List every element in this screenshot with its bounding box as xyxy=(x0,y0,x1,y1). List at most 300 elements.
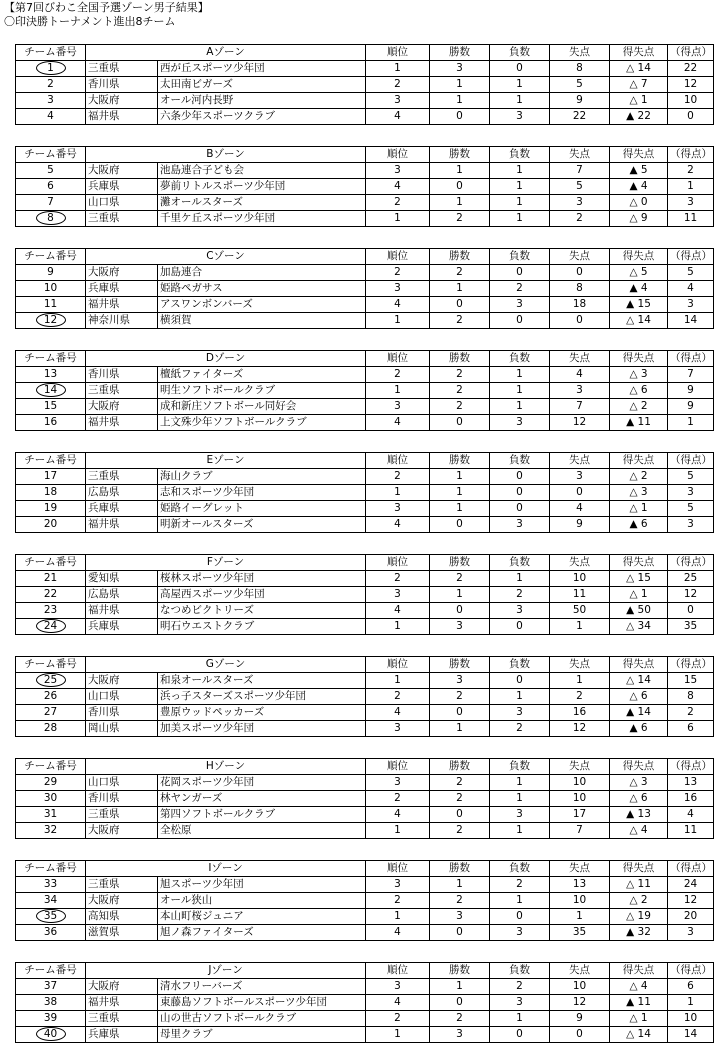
goal-diff-header: 得失点 xyxy=(610,45,668,61)
team-name: 檀紙ファイターズ xyxy=(158,367,366,383)
rank: 4 xyxy=(366,925,430,941)
prefecture: 大阪府 xyxy=(86,163,158,179)
scored-header: （得点） xyxy=(668,555,714,571)
goal-diff: △ 2 xyxy=(610,469,668,485)
table-row xyxy=(16,211,714,227)
table-row xyxy=(16,571,714,587)
conceded: 5 xyxy=(550,77,610,93)
team-number xyxy=(16,383,86,399)
team-name: 東藤島ソフトボールスポーツ少年団 xyxy=(158,995,366,1011)
zone-name-header: Eゾーン xyxy=(86,453,366,469)
scored: 7 xyxy=(668,367,714,383)
table-row xyxy=(16,281,714,297)
prefecture: 兵庫県 xyxy=(86,501,158,517)
scored: 24 xyxy=(668,877,714,893)
wins-header: 勝数 xyxy=(430,555,490,571)
rank-header: 順位 xyxy=(366,147,430,163)
scored: 2 xyxy=(668,163,714,179)
losses: 0 xyxy=(490,1027,550,1043)
conceded: 0 xyxy=(550,265,610,281)
goal-diff: △ 3 xyxy=(610,367,668,383)
losses: 1 xyxy=(490,399,550,415)
wins-header: 勝数 xyxy=(430,45,490,61)
goal-diff: △ 1 xyxy=(610,1011,668,1027)
conceded: 1 xyxy=(550,619,610,635)
losses: 1 xyxy=(490,77,550,93)
wins: 1 xyxy=(430,469,490,485)
goal-diff: ▲ 15 xyxy=(610,297,668,313)
losses: 1 xyxy=(490,93,550,109)
scored: 10 xyxy=(668,93,714,109)
team-number: 28 xyxy=(16,721,86,737)
scored: 12 xyxy=(668,587,714,603)
scored-header: （得点） xyxy=(668,963,714,979)
scored: 5 xyxy=(668,265,714,281)
scored: 3 xyxy=(668,297,714,313)
conceded: 12 xyxy=(550,415,610,431)
goal-diff: △ 4 xyxy=(610,979,668,995)
wins: 3 xyxy=(430,673,490,689)
losses-header: 負数 xyxy=(490,657,550,673)
prefecture: 大阪府 xyxy=(86,93,158,109)
goal-diff-header: 得失点 xyxy=(610,249,668,265)
team-number: 7 xyxy=(16,195,86,211)
table-row xyxy=(16,109,714,125)
conceded-header: 失点 xyxy=(550,963,610,979)
goal-diff: △ 6 xyxy=(610,383,668,399)
prefecture: 三重県 xyxy=(86,469,158,485)
scored: 4 xyxy=(668,807,714,823)
conceded: 2 xyxy=(550,211,610,227)
wins-header: 勝数 xyxy=(430,249,490,265)
goal-diff: △ 2 xyxy=(610,399,668,415)
team-number: 21 xyxy=(16,571,86,587)
zone-name-header: Bゾーン xyxy=(86,147,366,163)
goal-diff: △ 14 xyxy=(610,1027,668,1043)
prefecture: 大阪府 xyxy=(86,399,158,415)
team-number-header: チーム番号 xyxy=(16,657,86,673)
rank: 2 xyxy=(366,791,430,807)
losses: 1 xyxy=(490,689,550,705)
losses-header: 負数 xyxy=(490,45,550,61)
losses: 1 xyxy=(490,367,550,383)
team-number xyxy=(16,673,86,689)
team-number-header: チーム番号 xyxy=(16,555,86,571)
goal-diff: ▲ 32 xyxy=(610,925,668,941)
team-number-header: チーム番号 xyxy=(16,963,86,979)
qualified-circle-marker: 25 xyxy=(36,673,66,687)
scored: 4 xyxy=(668,281,714,297)
team-name: 明新オールスターズ xyxy=(158,517,366,533)
zone-header-row xyxy=(16,351,714,367)
rank-header: 順位 xyxy=(366,351,430,367)
rank: 2 xyxy=(366,469,430,485)
prefecture: 香川県 xyxy=(86,367,158,383)
goal-diff-header: 得失点 xyxy=(610,657,668,673)
table-row xyxy=(16,807,714,823)
scored: 9 xyxy=(668,383,714,399)
goal-diff: △ 11 xyxy=(610,877,668,893)
team-number: 5 xyxy=(16,163,86,179)
scored: 12 xyxy=(668,77,714,93)
team-number: 18 xyxy=(16,485,86,501)
zone-header-row xyxy=(16,249,714,265)
wins: 1 xyxy=(430,979,490,995)
table-row xyxy=(16,469,714,485)
team-name: 高屋西スポーツ少年団 xyxy=(158,587,366,603)
wins: 2 xyxy=(430,313,490,329)
conceded: 12 xyxy=(550,721,610,737)
losses-header: 負数 xyxy=(490,453,550,469)
rank: 2 xyxy=(366,367,430,383)
conceded: 12 xyxy=(550,995,610,1011)
zone-header-row xyxy=(16,963,714,979)
team-number xyxy=(16,313,86,329)
conceded: 5 xyxy=(550,179,610,195)
conceded: 11 xyxy=(550,587,610,603)
team-number: 22 xyxy=(16,587,86,603)
zone-header-row xyxy=(16,861,714,877)
conceded-header: 失点 xyxy=(550,453,610,469)
team-name: 西が丘スポーツ少年団 xyxy=(158,61,366,77)
prefecture: 福井県 xyxy=(86,415,158,431)
zone-table xyxy=(15,146,714,227)
scored: 11 xyxy=(668,211,714,227)
goal-diff: △ 14 xyxy=(610,673,668,689)
scored: 16 xyxy=(668,791,714,807)
team-number: 11 xyxy=(16,297,86,313)
team-number: 32 xyxy=(16,823,86,839)
rank: 4 xyxy=(366,179,430,195)
prefecture: 福井県 xyxy=(86,297,158,313)
wins: 0 xyxy=(430,603,490,619)
rank: 1 xyxy=(366,211,430,227)
rank: 1 xyxy=(366,61,430,77)
team-number: 3 xyxy=(16,93,86,109)
wins: 3 xyxy=(430,619,490,635)
team-number: 33 xyxy=(16,877,86,893)
scored: 14 xyxy=(668,1027,714,1043)
wins: 2 xyxy=(430,823,490,839)
losses: 0 xyxy=(490,619,550,635)
wins: 0 xyxy=(430,109,490,125)
losses: 1 xyxy=(490,163,550,179)
team-name: 豊原ウッドペッカーズ xyxy=(158,705,366,721)
conceded-header: 失点 xyxy=(550,45,610,61)
conceded: 18 xyxy=(550,297,610,313)
losses: 2 xyxy=(490,587,550,603)
scored-header: （得点） xyxy=(668,351,714,367)
scored: 6 xyxy=(668,721,714,737)
losses-header: 負数 xyxy=(490,555,550,571)
team-number-header: チーム番号 xyxy=(16,45,86,61)
scored: 3 xyxy=(668,925,714,941)
goal-diff-header: 得失点 xyxy=(610,555,668,571)
wins: 2 xyxy=(430,383,490,399)
goal-diff: △ 15 xyxy=(610,571,668,587)
scored: 3 xyxy=(668,517,714,533)
losses-header: 負数 xyxy=(490,759,550,775)
prefecture: 大阪府 xyxy=(86,823,158,839)
goal-diff: ▲ 4 xyxy=(610,179,668,195)
losses: 3 xyxy=(490,995,550,1011)
table-row xyxy=(16,603,714,619)
table-row xyxy=(16,721,714,737)
losses: 1 xyxy=(490,211,550,227)
table-row xyxy=(16,93,714,109)
qualified-circle-marker: 40 xyxy=(36,1027,66,1041)
rank: 3 xyxy=(366,721,430,737)
goal-diff: ▲ 4 xyxy=(610,281,668,297)
team-number-header: チーム番号 xyxy=(16,861,86,877)
table-row xyxy=(16,485,714,501)
qualified-circle-marker: 1 xyxy=(36,61,66,75)
wins: 0 xyxy=(430,995,490,1011)
wins: 2 xyxy=(430,689,490,705)
rank: 1 xyxy=(366,823,430,839)
scored-header: （得点） xyxy=(668,861,714,877)
team-number: 6 xyxy=(16,179,86,195)
conceded: 2 xyxy=(550,689,610,705)
team-number: 29 xyxy=(16,775,86,791)
team-name: 千里ケ丘スポーツ少年団 xyxy=(158,211,366,227)
table-row xyxy=(16,893,714,909)
wins: 1 xyxy=(430,163,490,179)
rank: 1 xyxy=(366,383,430,399)
goal-diff: △ 9 xyxy=(610,211,668,227)
scored: 14 xyxy=(668,313,714,329)
prefecture: 福井県 xyxy=(86,603,158,619)
wins-header: 勝数 xyxy=(430,657,490,673)
goal-diff: △ 1 xyxy=(610,501,668,517)
table-row xyxy=(16,501,714,517)
conceded: 9 xyxy=(550,93,610,109)
prefecture: 福井県 xyxy=(86,109,158,125)
scored: 25 xyxy=(668,571,714,587)
table-row xyxy=(16,995,714,1011)
team-number: 13 xyxy=(16,367,86,383)
conceded: 1 xyxy=(550,673,610,689)
goal-diff: △ 14 xyxy=(610,313,668,329)
wins: 1 xyxy=(430,877,490,893)
goal-diff: △ 2 xyxy=(610,893,668,909)
team-number: 23 xyxy=(16,603,86,619)
team-number: 4 xyxy=(16,109,86,125)
team-name: 海山クラブ xyxy=(158,469,366,485)
table-row xyxy=(16,313,714,329)
zone-table xyxy=(15,656,714,737)
table-row xyxy=(16,705,714,721)
conceded: 50 xyxy=(550,603,610,619)
zone-header-row xyxy=(16,45,714,61)
losses: 3 xyxy=(490,415,550,431)
table-row xyxy=(16,195,714,211)
losses: 3 xyxy=(490,705,550,721)
team-name: 上文殊少年ソフトボールクラブ xyxy=(158,415,366,431)
wins: 2 xyxy=(430,367,490,383)
conceded: 3 xyxy=(550,469,610,485)
wins: 0 xyxy=(430,179,490,195)
team-name: 姫路イーグレット xyxy=(158,501,366,517)
scored-header: （得点） xyxy=(668,759,714,775)
wins: 0 xyxy=(430,705,490,721)
losses: 1 xyxy=(490,893,550,909)
losses: 2 xyxy=(490,281,550,297)
scored: 0 xyxy=(668,109,714,125)
losses-header: 負数 xyxy=(490,249,550,265)
rank: 4 xyxy=(366,807,430,823)
rank-header: 順位 xyxy=(366,555,430,571)
wins: 1 xyxy=(430,195,490,211)
conceded: 7 xyxy=(550,163,610,179)
rank: 3 xyxy=(366,501,430,517)
prefecture: 山口県 xyxy=(86,689,158,705)
scored: 12 xyxy=(668,893,714,909)
prefecture: 兵庫県 xyxy=(86,1027,158,1043)
team-number-header: チーム番号 xyxy=(16,453,86,469)
team-number xyxy=(16,619,86,635)
losses: 3 xyxy=(490,925,550,941)
goal-diff: ▲ 22 xyxy=(610,109,668,125)
qualified-circle-marker: 8 xyxy=(36,211,66,225)
goal-diff-header: 得失点 xyxy=(610,453,668,469)
team-name: 第四ソフトボールクラブ xyxy=(158,807,366,823)
table-row xyxy=(16,367,714,383)
wins: 2 xyxy=(430,399,490,415)
zone-name-header: Iゾーン xyxy=(86,861,366,877)
rank: 2 xyxy=(366,893,430,909)
rank: 1 xyxy=(366,619,430,635)
scored: 20 xyxy=(668,909,714,925)
rank: 1 xyxy=(366,673,430,689)
wins: 2 xyxy=(430,775,490,791)
team-name: 太田南ビガーズ xyxy=(158,77,366,93)
losses-header: 負数 xyxy=(490,963,550,979)
team-name: 灘オールスターズ xyxy=(158,195,366,211)
zone-name-header: Aゾーン xyxy=(86,45,366,61)
rank: 4 xyxy=(366,517,430,533)
conceded: 10 xyxy=(550,775,610,791)
losses: 3 xyxy=(490,807,550,823)
table-row xyxy=(16,619,714,635)
losses: 1 xyxy=(490,823,550,839)
team-number-header: チーム番号 xyxy=(16,147,86,163)
qualified-circle-marker: 35 xyxy=(36,909,66,923)
rank: 3 xyxy=(366,775,430,791)
goal-diff: ▲ 50 xyxy=(610,603,668,619)
team-number: 20 xyxy=(16,517,86,533)
scored-header: （得点） xyxy=(668,147,714,163)
team-number: 30 xyxy=(16,791,86,807)
wins: 0 xyxy=(430,415,490,431)
team-name: 横須賀 xyxy=(158,313,366,329)
table-row xyxy=(16,673,714,689)
conceded: 9 xyxy=(550,1011,610,1027)
zone-header-row xyxy=(16,657,714,673)
zone-header-row xyxy=(16,759,714,775)
wins: 2 xyxy=(430,265,490,281)
losses: 0 xyxy=(490,61,550,77)
rank: 3 xyxy=(366,281,430,297)
goal-diff: △ 5 xyxy=(610,265,668,281)
losses: 0 xyxy=(490,673,550,689)
goal-diff: △ 3 xyxy=(610,485,668,501)
goal-diff: ▲ 6 xyxy=(610,721,668,737)
conceded: 17 xyxy=(550,807,610,823)
rank: 3 xyxy=(366,587,430,603)
team-name: オール狭山 xyxy=(158,893,366,909)
team-name: 母里クラブ xyxy=(158,1027,366,1043)
scored: 3 xyxy=(668,195,714,211)
scored: 1 xyxy=(668,415,714,431)
losses: 3 xyxy=(490,603,550,619)
conceded: 16 xyxy=(550,705,610,721)
wins: 0 xyxy=(430,297,490,313)
team-name: 山の世古ソフトボールクラブ xyxy=(158,1011,366,1027)
team-number: 17 xyxy=(16,469,86,485)
goal-diff: ▲ 5 xyxy=(610,163,668,179)
goal-diff: △ 34 xyxy=(610,619,668,635)
team-name: なつめビクトリーズ xyxy=(158,603,366,619)
table-row xyxy=(16,909,714,925)
wins: 3 xyxy=(430,909,490,925)
rank-header: 順位 xyxy=(366,657,430,673)
prefecture: 大阪府 xyxy=(86,979,158,995)
zone-table xyxy=(15,962,714,1043)
zone-table xyxy=(15,554,714,635)
team-name: 林ヤンガーズ xyxy=(158,791,366,807)
conceded: 10 xyxy=(550,979,610,995)
losses: 1 xyxy=(490,179,550,195)
team-number xyxy=(16,1027,86,1043)
team-name: アスワンボンバーズ xyxy=(158,297,366,313)
prefecture: 大阪府 xyxy=(86,265,158,281)
losses: 3 xyxy=(490,297,550,313)
wins: 1 xyxy=(430,721,490,737)
wins: 2 xyxy=(430,791,490,807)
team-number: 9 xyxy=(16,265,86,281)
prefecture: 広島県 xyxy=(86,587,158,603)
conceded: 13 xyxy=(550,877,610,893)
scored: 22 xyxy=(668,61,714,77)
team-name: 成和新庄ソフトボール同好会 xyxy=(158,399,366,415)
zone-header-row xyxy=(16,453,714,469)
table-row xyxy=(16,1011,714,1027)
conceded-header: 失点 xyxy=(550,351,610,367)
team-number-header: チーム番号 xyxy=(16,759,86,775)
prefecture: 三重県 xyxy=(86,877,158,893)
wins: 1 xyxy=(430,77,490,93)
conceded: 7 xyxy=(550,823,610,839)
goal-diff: △ 7 xyxy=(610,77,668,93)
zone-table xyxy=(15,452,714,533)
zone-name-header: Dゾーン xyxy=(86,351,366,367)
losses: 3 xyxy=(490,517,550,533)
scored: 0 xyxy=(668,603,714,619)
zone-name-header: Hゾーン xyxy=(86,759,366,775)
conceded: 8 xyxy=(550,281,610,297)
losses: 2 xyxy=(490,877,550,893)
losses: 3 xyxy=(490,109,550,125)
rank: 3 xyxy=(366,877,430,893)
team-name: 花岡スポーツ少年団 xyxy=(158,775,366,791)
prefecture: 兵庫県 xyxy=(86,281,158,297)
qualified-circle-marker: 14 xyxy=(36,383,66,397)
scored: 13 xyxy=(668,775,714,791)
losses-header: 負数 xyxy=(490,351,550,367)
zone-name-header: Cゾーン xyxy=(86,249,366,265)
team-name: 明石ウエストクラブ xyxy=(158,619,366,635)
